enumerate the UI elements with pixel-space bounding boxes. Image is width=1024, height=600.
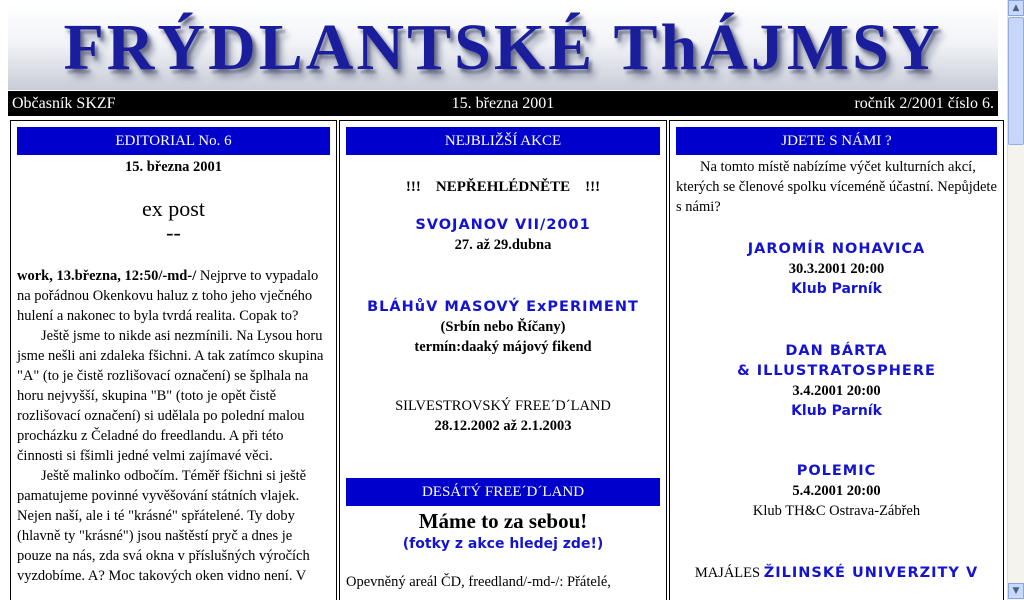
arrow-up-icon[interactable]: ▲	[1008, 0, 1024, 16]
majales-link[interactable]: ŽILINSKÉ UNIVERZITY V	[763, 565, 979, 581]
event-date: 28.12.2002 až 2.1.2003	[434, 418, 572, 434]
photos-link[interactable]: (fotky z akce hledej zde!)	[402, 536, 604, 552]
venue-link[interactable]: Klub Parník	[791, 281, 882, 297]
event-link[interactable]: BLÁHůV MASOVÝ ExPERIMENT	[367, 299, 639, 315]
issue-info-bar	[8, 91, 998, 116]
editorial-paragraph-text: Nejprve to vypadalo na pořádnou Okenkovu haluz z toho jeho vječného hulení a nakonec to byla tvrdá realita. Copak to?	[17, 268, 319, 324]
cultural-events-heading: JDETE S NÁMI ?	[676, 127, 997, 155]
event-item	[340, 396, 666, 436]
event-date: termín:daaký májový fikend	[414, 339, 592, 355]
freedland-title: Máme to za sebou!	[418, 509, 588, 533]
editorial-heading: EDITORIAL No. 6	[17, 127, 330, 155]
concert-link[interactable]: DAN BÁRTA	[785, 343, 888, 359]
freedland-heading: DESÁTÝ FREE´D´LAND	[346, 478, 660, 506]
concert-item	[670, 341, 1003, 421]
event-location: (Srbín nebo Říčany)	[440, 319, 566, 335]
editorial-paragraph	[17, 266, 330, 326]
concert-item	[670, 461, 1003, 521]
editorial-paragraph: Ještě malinko odbočím. Téměř fšichni si ještě pamatujeme povinné vyvěšování státních vlajek. Nejen naší, ale i té "krásné" spřátelené. Ty doby (hlavně ty "krásné") jsou naštěstí pryč a dnes je pouze na nás, zda svá okna v příslušných výročích vyzdobíme. A? Moc takových oken vidno není. V	[17, 468, 310, 584]
event-item	[340, 215, 666, 255]
event-date: 27. až 29.dubna	[454, 237, 552, 253]
editorial-title: ex post	[142, 196, 205, 221]
concert-date: 30.3.2001 20:00	[788, 261, 885, 277]
event-title: SILVESTROVSKÝ FREE´D´LAND	[395, 398, 611, 414]
editorial-dateline: work, 13.března, 12:50/-md-/	[17, 268, 197, 284]
concert-item	[670, 563, 1003, 583]
freedland-article: Opevněný areál ČD, freedland/-md-/: Přátelé,	[346, 574, 611, 590]
venue-link[interactable]: Klub Parník	[791, 403, 882, 419]
issue-number: ročník 2/2001 číslo 6.	[854, 95, 994, 112]
issue-date: 15. března 2001	[451, 95, 555, 112]
masthead-logo: FRÝDLANTSKÉ ThÁJMSY	[63, 11, 943, 84]
cultural-events-column	[669, 120, 1004, 600]
editorial-dash: --	[166, 220, 181, 245]
publication-name: Občasník SKZF	[12, 95, 116, 112]
event-link[interactable]: SVOJANOV VII/2001	[415, 217, 591, 233]
concert-link[interactable]: JAROMÍR NOHAVICA	[747, 241, 926, 257]
concert-link-line2[interactable]: & ILLUSTRATOSPHERE	[737, 363, 936, 379]
concert-link[interactable]: POLEMIC	[796, 463, 877, 479]
alert-text: !!! NEPŘEHLÉDNĚTE !!!	[405, 179, 601, 195]
scrollbar-thumb[interactable]	[1008, 17, 1024, 145]
cultural-events-intro: Na tomto místě nabízíme výčet kulturních akcí, kterých se členové spolku víceméně účastní. Nepůjdete s námi?	[676, 159, 997, 215]
vertical-scrollbar[interactable]	[1007, 0, 1024, 600]
majales-prefix: MAJÁLES	[694, 565, 764, 581]
editorial-date: 15. března 2001	[124, 159, 223, 175]
event-item	[340, 297, 666, 357]
concert-date: 5.4.2001 20:00	[792, 483, 881, 499]
venue-name: Klub TH&C Ostrava-Zábřeh	[752, 503, 921, 519]
editorial-body	[11, 266, 336, 586]
upcoming-events-column	[339, 120, 667, 600]
arrow-down-icon[interactable]: ▼	[1008, 583, 1024, 599]
upcoming-events-heading: NEJBLIŽŠÍ AKCE	[346, 127, 660, 155]
concert-item	[670, 239, 1003, 299]
editorial-column	[10, 120, 337, 600]
concert-date: 3.4.2001 20:00	[792, 383, 881, 399]
masthead-banner	[8, 4, 998, 90]
editorial-paragraph: Ještě jsme to nikde asi nezmínili. Na Lysou horu jsme nešli ani zdaleka fšichni. A tak zatímco skupina "A" (to je čistě rozlišovací označení) se šplhala na horu nejvyšší, skupina "B" (toto je opět čistě rozlišovací označení) si udělala po polední malou procházku z Čeladné do freedlandu. A při této činnosti si fšimli jedné velmi zajímavé věci.	[17, 328, 324, 464]
